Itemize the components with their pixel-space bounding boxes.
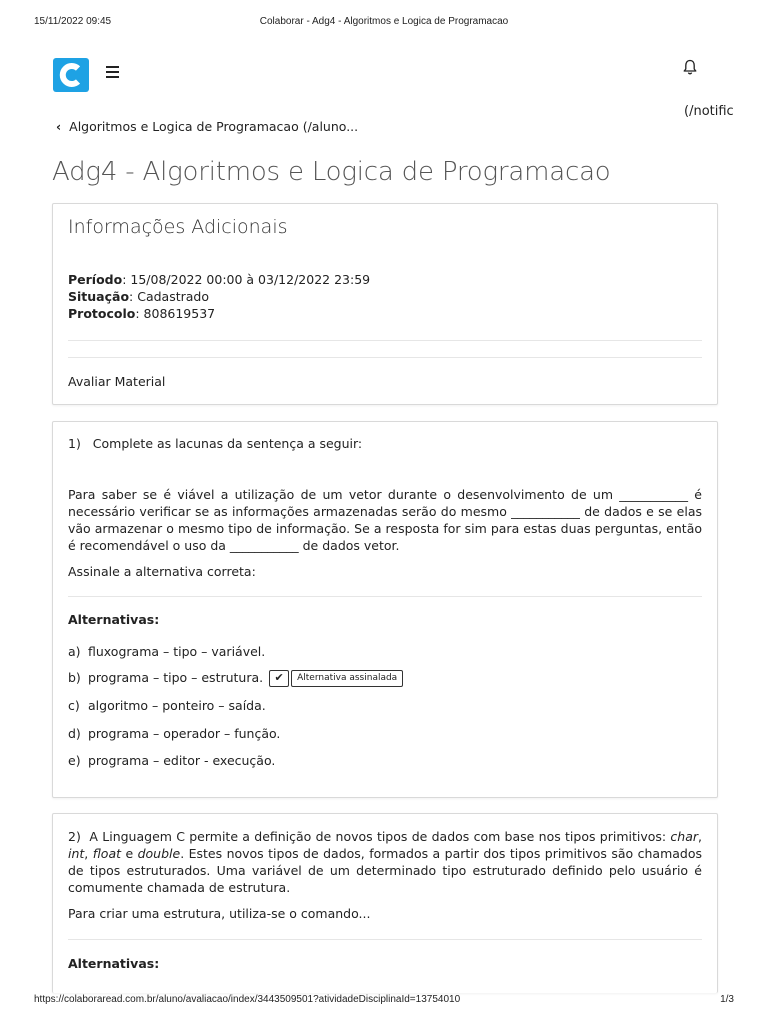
alternative-d[interactable] (68, 726, 280, 741)
question-prompt: Para criar uma estrutura, utiliza-se o comando... (68, 906, 371, 921)
breadcrumb[interactable] (56, 119, 358, 134)
avaliar-material-link[interactable]: Avaliar Material (68, 374, 166, 389)
alternative-c[interactable] (68, 698, 266, 713)
alt-letter: c) (68, 698, 80, 713)
info-card (52, 203, 718, 405)
periodo-value: : 15/08/2022 00:00 à 03/12/2022 23:59 (122, 272, 371, 287)
bell-icon[interactable] (682, 58, 698, 76)
alt-text: algoritmo – ponteiro – saída. (88, 698, 266, 713)
page-title: Adg4 - Algoritmos e Logica de Programacao (52, 157, 611, 187)
alt-text: fluxograma – tipo – variável. (88, 644, 266, 659)
alternatives-label: Alternativas: (68, 612, 160, 627)
hamburger-icon[interactable] (106, 66, 120, 78)
breadcrumb-label: Algoritmos e Logica de Programacao (/aluno... (69, 119, 359, 134)
alternatives-label: Alternativas: (68, 956, 160, 971)
info-title: Informações Adicionais (68, 216, 288, 238)
question-1-header (68, 436, 362, 451)
question-prompt: Assinale a alternativa correta: (68, 564, 256, 579)
info-details (68, 271, 370, 322)
selected-badge: Alternativa assinalada (291, 670, 403, 687)
alt-letter: d) (68, 726, 81, 741)
question-statement: Complete as lacunas da sentença a seguir: (92, 436, 363, 451)
colaborar-logo[interactable] (53, 58, 89, 92)
protocolo-value: : 808619537 (135, 306, 216, 321)
question-number: 2) (68, 829, 81, 844)
periodo-label: Período (68, 272, 123, 287)
divider (68, 357, 702, 358)
print-header (0, 16, 768, 32)
divider (68, 939, 702, 940)
alt-text: programa – editor - execução. (88, 753, 276, 768)
alt-text: programa – operador – função. (88, 726, 281, 741)
question-paragraph: Para saber se é viável a utilização de um vetor durante o desenvolvimento de um ___________ é necessário verificar se as informações armazenadas serão do mesmo ___________ de dados e se elas vão armazenar o mesmo tipo de informação. Se a resposta for sim para estas duas perguntas, então é recomendável o uso da ___________ de dados vetor. (68, 487, 702, 553)
print-doc-title: Colaborar - Adg4 - Algoritmos e Logica de Programacao (259, 16, 509, 27)
protocolo-label: Protocolo (68, 306, 136, 321)
question-card-2 (52, 813, 718, 993)
situacao-label: Situação (68, 289, 130, 304)
divider (68, 596, 702, 597)
print-page-number: 1/3 (720, 994, 734, 1005)
logo-c-icon (53, 58, 89, 92)
print-datetime: 15/11/2022 09:45 (34, 16, 112, 27)
chevron-left-icon: ‹ (56, 119, 62, 134)
question-card-1 (52, 421, 718, 798)
print-footer (0, 994, 768, 1010)
alternative-b[interactable] (68, 670, 403, 687)
question-2-paragraph: 2) A Linguagem C permite a definição de novos tipos de dados com base nos tipos primitivos: char, int, float e double. Estes novos tipos de dados, formados a partir dos tipos primitivos são chamados de tipos estruturados. Uma variável de um determinado tipo estruturado definido pelo usuário é comumente chamada de estrutura. (68, 829, 703, 895)
alt-letter: e) (68, 753, 81, 768)
situacao-value: : Cadastrado (129, 289, 209, 304)
alt-letter: b) (68, 670, 81, 685)
alt-text: programa – tipo – estrutura. (88, 670, 264, 685)
question-number: 1) (68, 436, 81, 451)
alternative-e[interactable] (68, 753, 275, 768)
print-url: https://colaboraread.com.br/aluno/avaliacao/index/3443509501?atividadeDisciplinaId=13754010 (34, 994, 461, 1005)
checkmark-icon: ✔ (269, 670, 289, 687)
divider (68, 340, 702, 341)
notifications-link[interactable]: (/notific (684, 104, 734, 119)
alt-letter: a) (68, 644, 81, 659)
alternative-a[interactable] (68, 644, 265, 659)
